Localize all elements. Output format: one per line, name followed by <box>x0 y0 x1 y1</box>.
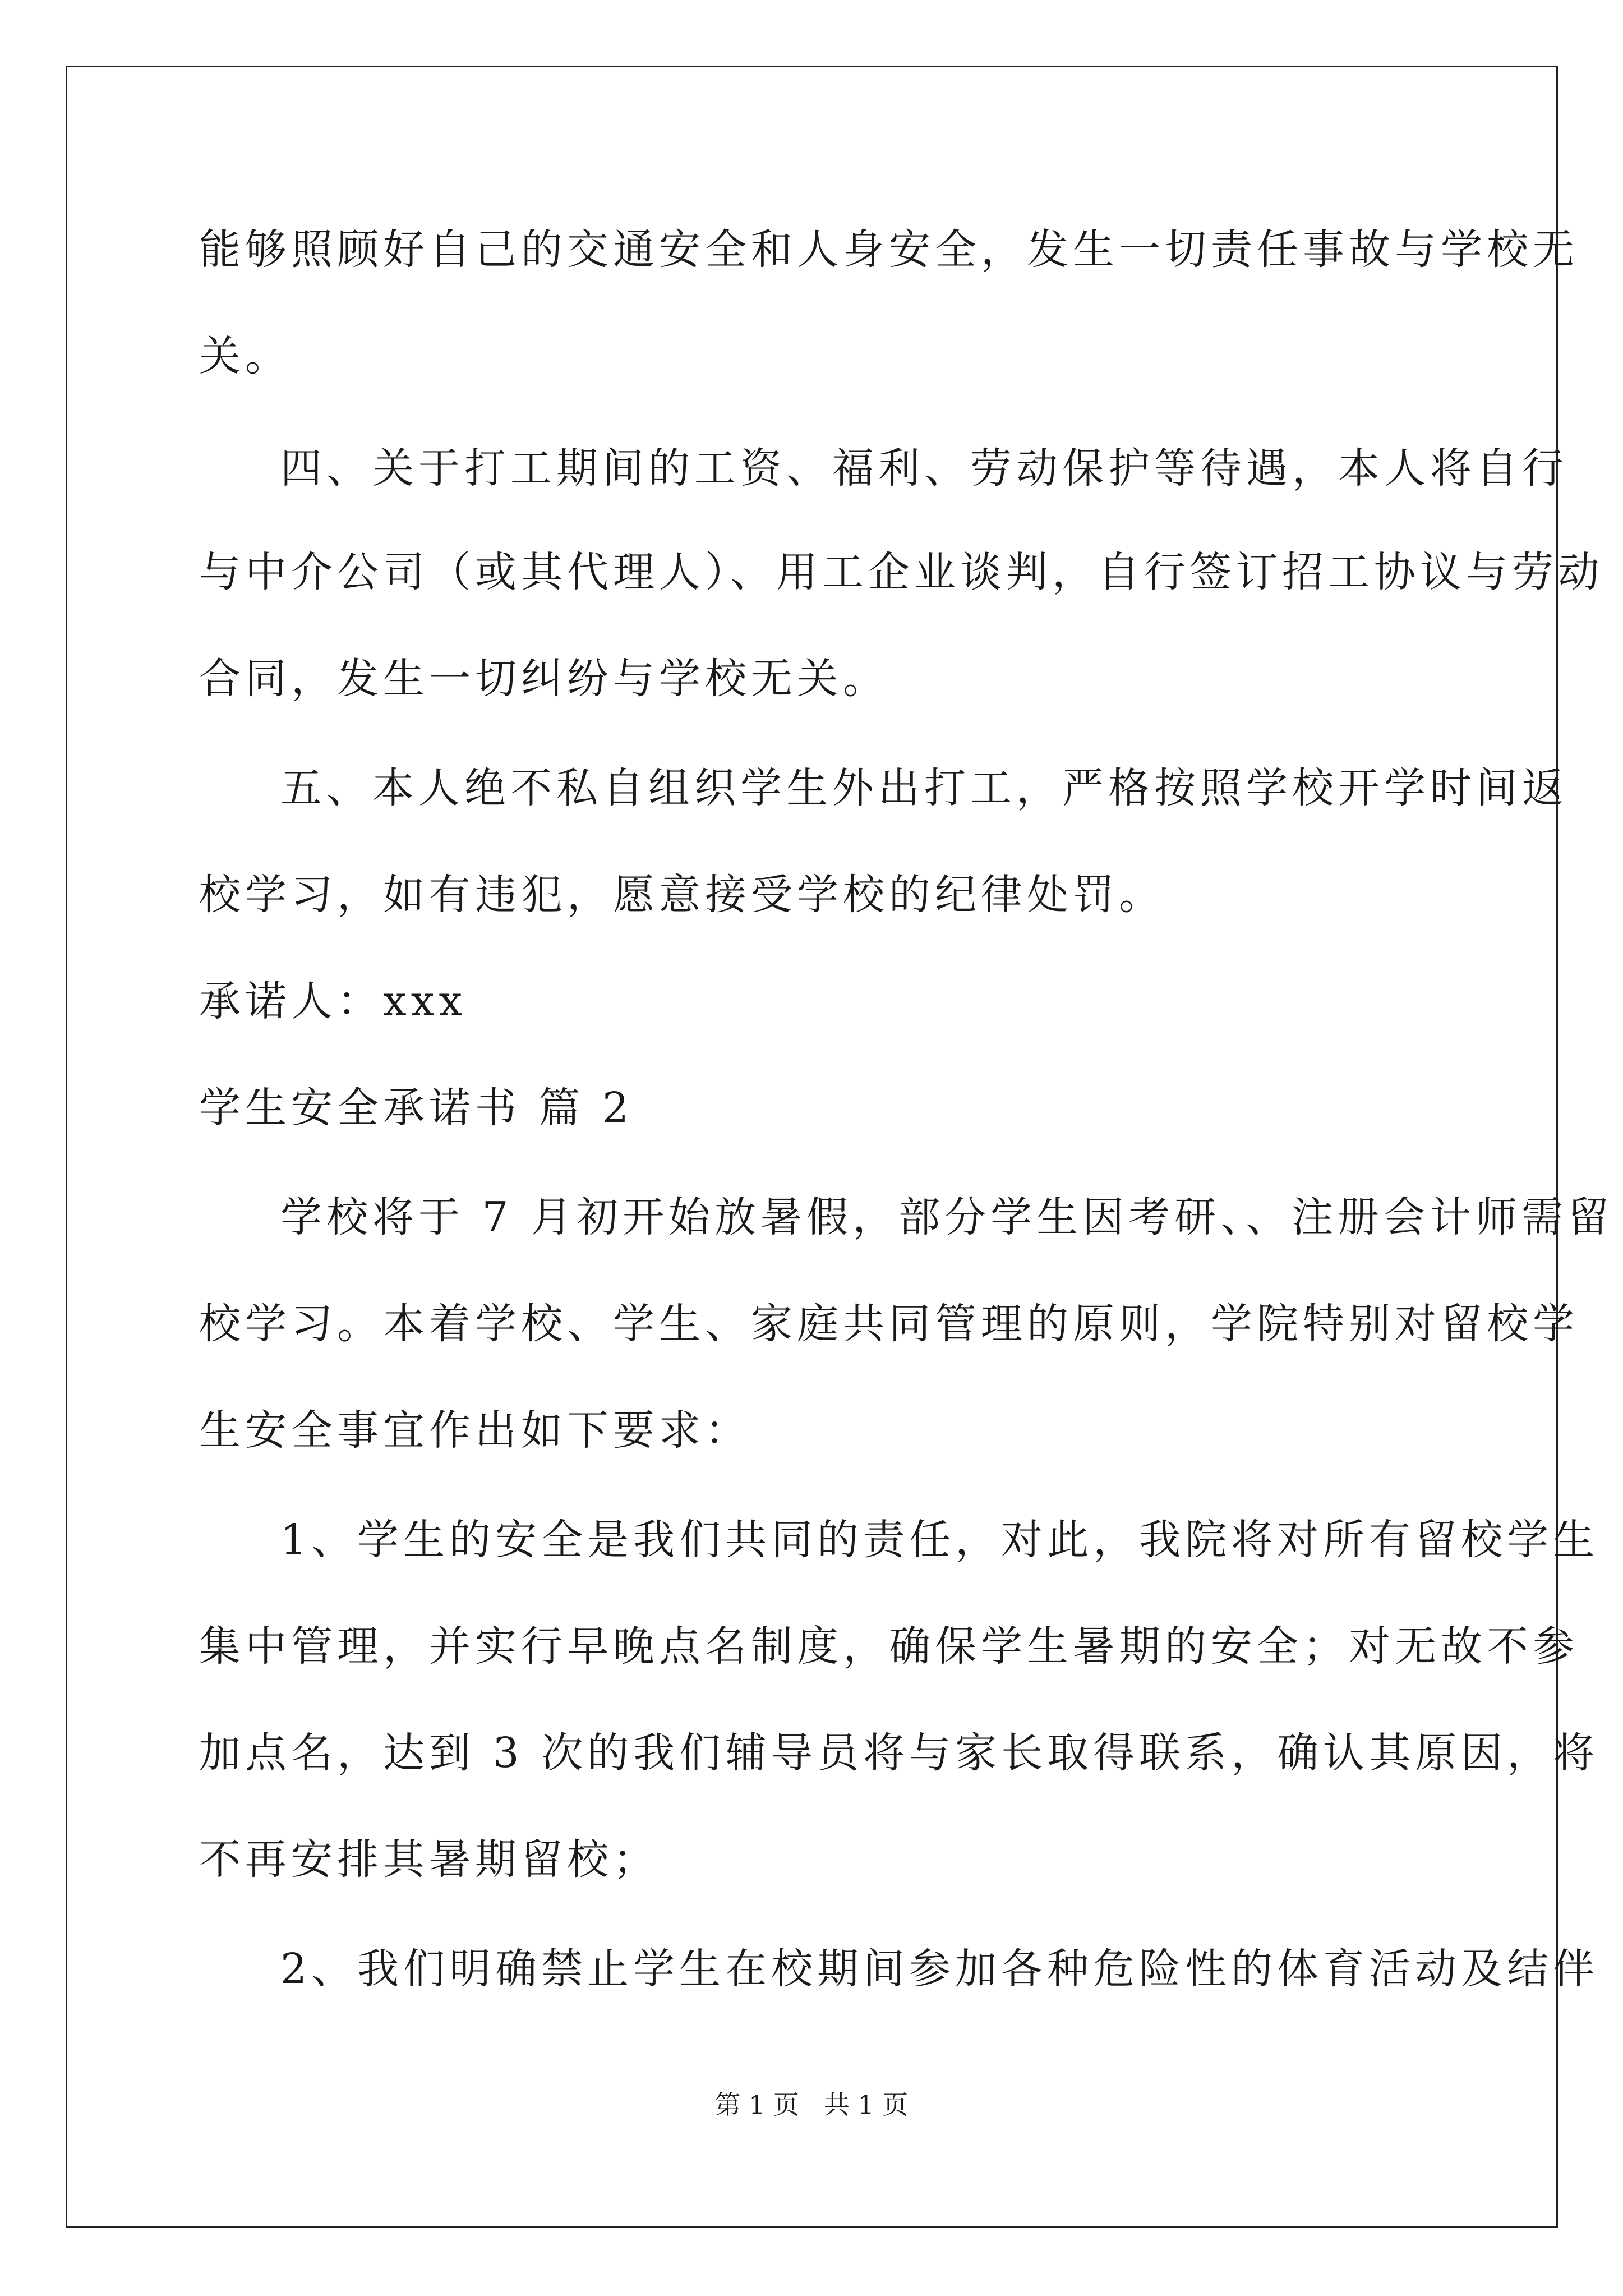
body-line-16: 不再安排其暑期留校； <box>199 1835 659 1884</box>
body-line-15: 加点名，达到 3 次的我们辅导员将与家长取得联系，确认其原因，将 <box>199 1729 1599 1777</box>
body-line-3: 四、关于打工期间的工资、福利、劳动保护等待遇，本人将自行 <box>280 444 1568 493</box>
body-line-6: 五、本人绝不私自组织学生外出打工，严格按照学校开学时间返 <box>280 764 1568 812</box>
body-line-12: 生安全事宜作出如下要求： <box>199 1406 751 1455</box>
body-line-10: 学校将于 7 月初开始放暑假，部分学生因考研、、注册会计师需留 <box>280 1193 1614 1241</box>
body-line-14: 集中管理，并实行早晚点名制度，确保学生暑期的安全；对无故不参 <box>199 1622 1579 1671</box>
body-line-13: 1、学生的安全是我们共同的责任，对此，我院将对所有留校学生 <box>280 1516 1599 1564</box>
page-border <box>66 66 1558 2228</box>
body-line-2: 关。 <box>199 332 291 380</box>
section-heading: 学生安全承诺书 篇 2 <box>199 1084 634 1132</box>
body-line-7: 校学习，如有违犯，愿意接受学校的纪律处罚。 <box>199 871 1165 919</box>
body-line-1: 能够照顾好自己的交通安全和人身安全，发生一切责任事故与学校无 <box>199 226 1579 274</box>
body-line-5: 合同，发生一切纠纷与学校无关。 <box>199 655 889 703</box>
page-footer: 第 1 页 共 1 页 <box>714 2090 909 2120</box>
body-line-17: 2、我们明确禁止学生在校期间参加各种危险性的体育活动及结伴 <box>280 1945 1599 1993</box>
signer-line: 承诺人：xxx <box>199 977 467 1025</box>
body-line-11: 校学习。本着学校、学生、家庭共同管理的原则，学院特别对留校学 <box>199 1300 1579 1348</box>
body-line-4: 与中介公司（或其代理人）、用工企业谈判，自行签订招工协议与劳动 <box>199 548 1604 596</box>
